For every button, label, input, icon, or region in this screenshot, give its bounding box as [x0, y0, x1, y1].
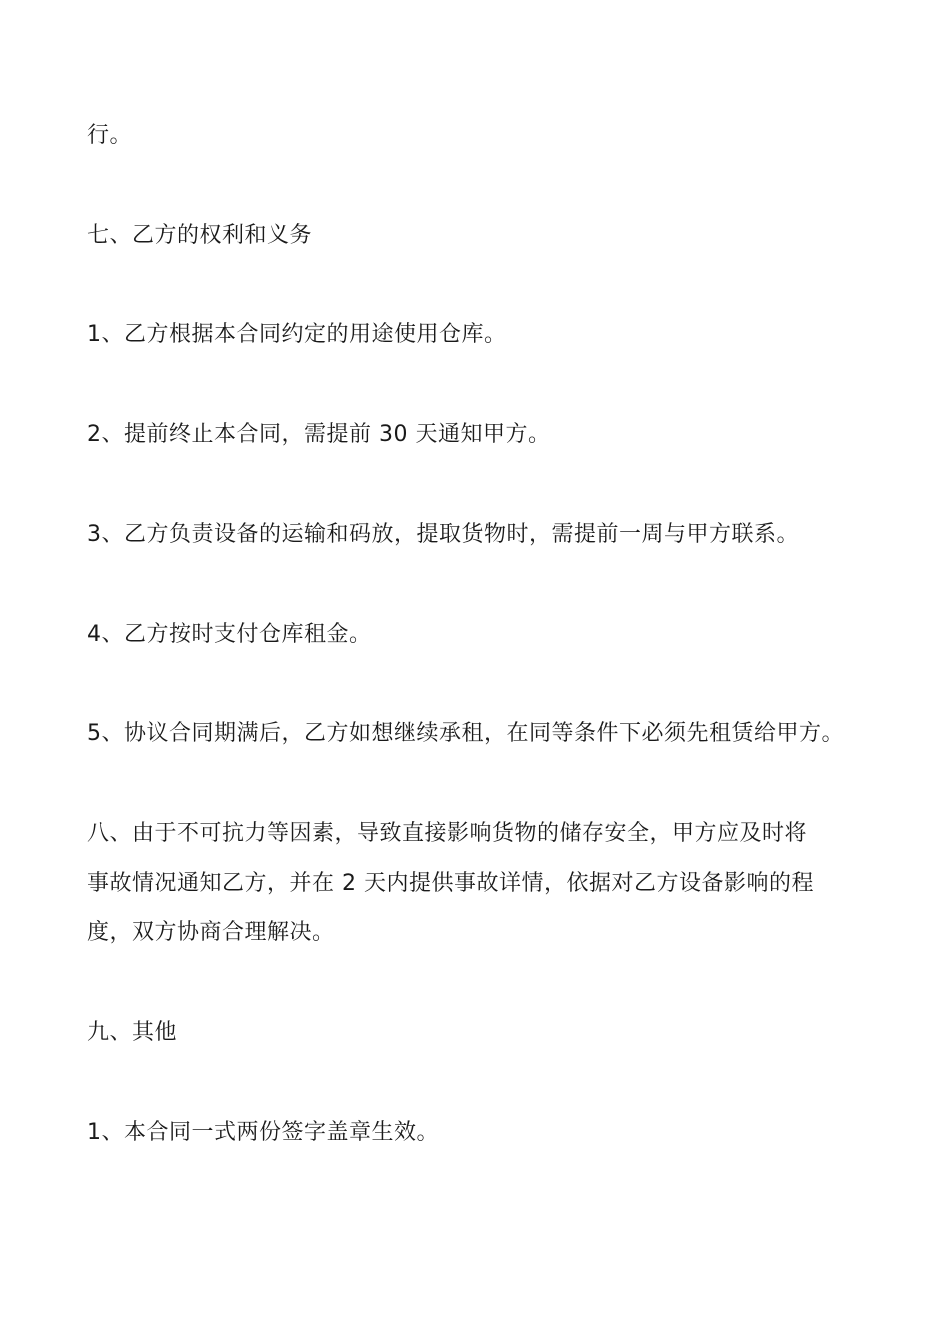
clause-7-2: 2、提前终止本合同，需提前 30 天通知甲方。	[87, 422, 551, 447]
section-heading-7: 七、乙方的权利和义务	[87, 223, 313, 248]
clause-7-3: 3、乙方负责设备的运输和码放，提取货物时，需提前一周与甲方联系。	[87, 522, 799, 547]
text-line-continuation: 行。	[87, 123, 133, 148]
clause-9-1: 1、本合同一式两份签字盖章生效。	[87, 1120, 439, 1145]
section-8-line-1: 八、由于不可抗力等因素，导致直接影响货物的储存安全，甲方应及时将	[87, 821, 808, 846]
section-8-line-2: 事故情况通知乙方，并在 2 天内提供事故详情，依据对乙方设备影响的程	[87, 871, 814, 896]
section-8-line-3: 度，双方协商合理解决。	[87, 920, 335, 945]
section-heading-9: 九、其他	[87, 1020, 178, 1045]
clause-7-1: 1、乙方根据本合同约定的用途使用仓库。	[87, 322, 507, 347]
clause-7-4: 4、乙方按时支付仓库租金。	[87, 622, 372, 647]
clause-7-5: 5、协议合同期满后，乙方如想继续承租，在同等条件下必须先租赁给甲方。	[87, 721, 844, 746]
